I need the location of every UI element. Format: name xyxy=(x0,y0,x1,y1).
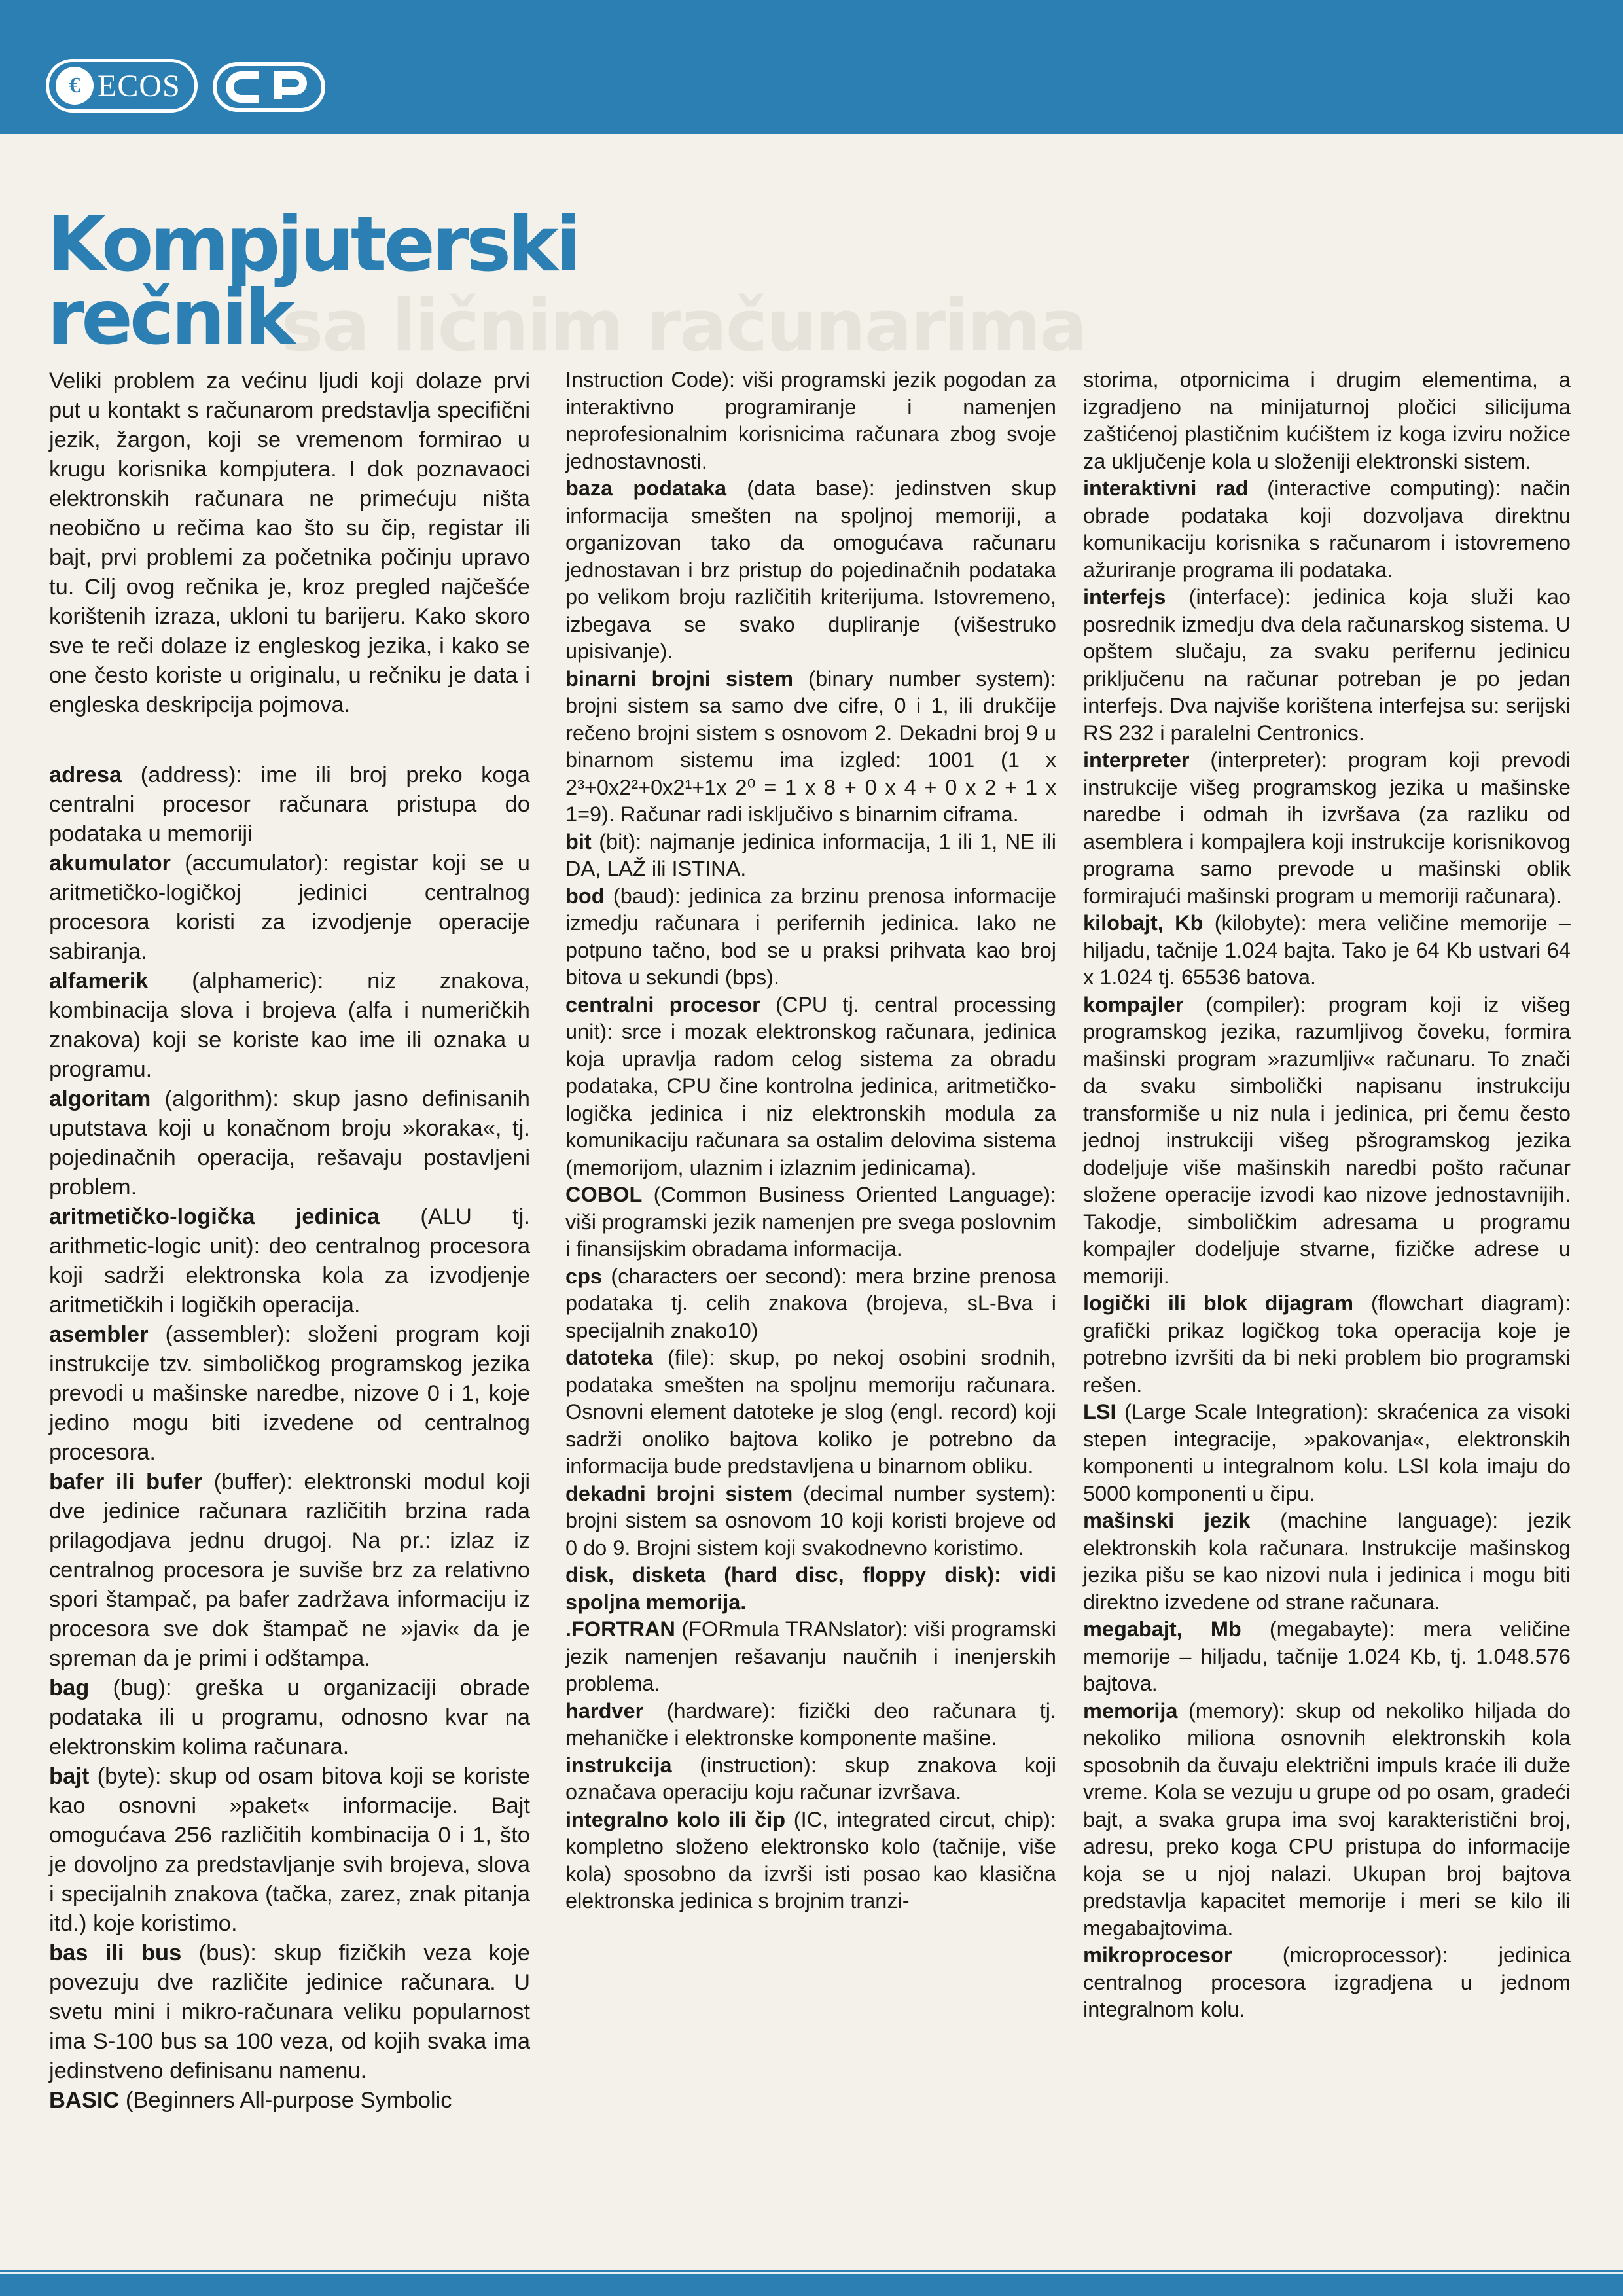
column-2 xyxy=(565,367,1056,1915)
glossary-term: aritmetičko-logička jedinica xyxy=(49,1204,380,1229)
ecos-logo-text: ECOS xyxy=(98,68,181,103)
glossary-definition: (accumulator): registar koji se u aritmetičko-logičkoj jedinici centralnog procesora koristi za izvodjenje operacije sabiranja. xyxy=(49,851,530,964)
glossary-definition: (alphameric): niz znakova, kombinacija slova i brojeva (alfa i numeričkih znakova) koji se koriste kao ime ili oznaka u programu. xyxy=(49,969,530,1082)
glossary-list-column-3 xyxy=(1083,367,1571,2024)
glossary-term: LSI xyxy=(1083,1400,1116,1424)
glossary-entry xyxy=(1083,1942,1571,2024)
glossary-entry xyxy=(1083,1290,1571,1399)
glossary-entry xyxy=(565,666,1056,829)
ecos-logo xyxy=(46,59,198,113)
glossary-term: logički ili blok dijagram xyxy=(1083,1291,1354,1315)
glossary-definition: (ALU tj. arithmetic-logic unit): deo centralnog procesora koji sadrži elektronska kola za izvodjenje aritmetičkih i logičkih operacija. xyxy=(49,1204,530,1318)
glossary-definition: (bit): najmanje jedinica informacija, 1 ili 1, NE ili DA, LAŽ ili ISTINA. xyxy=(565,829,1056,880)
glossary-entry xyxy=(49,1467,530,1674)
glossary-term: centralni procesor xyxy=(565,992,760,1016)
glossary-term: memorija xyxy=(1083,1698,1178,1723)
globe-icon: € xyxy=(56,67,94,105)
glossary-term: megabajt, Mb xyxy=(1083,1617,1241,1641)
glossary-entry xyxy=(1083,1399,1571,1507)
column-3 xyxy=(1083,367,1571,2024)
glossary-definition: (compiler): program koji iz višeg programskog jezika, razumljivog čoveku, formira mašinski program »razumljiv« računaru. To znači da svaku simbolički napisanu instrukciju transformiše u niz nula i jedinica, pri čemu često jednoj instrukciji višeg pšrogramskog jezika dodeljuje više mašinskih naredbi pošto računar složene operacije izvodi kao nizove jednostavnijih. Takodje, simboličkim adresama u programu kompajler dodeljuje stvarne, fizičke adrese u memoriji. xyxy=(1083,992,1571,1288)
glossary-definition: (binary number system): brojni sistem sa samo dve cifre, 0 i 1, ili drukčije rečeno brojni sistem s osnovom 2. Dekadni broj 9 u binarnom sistemu ima izgled: 1001 (1 x 2³+0x2²+0x2¹+1x 2⁰ = 1 x 8 + 0 x 4 + 0 x 2 + 1 x 1=9). Računar radi isključivo s binarnim ciframa. xyxy=(565,666,1057,826)
glossary-definition: (buffer): elektronski modul koji dve jedinice računara različitih brzina rada prilagodjava jednu drugoj. Na pr.: izlaz iz centralnog procesora je suviše brz za relativno spori štampač, pa bafer zadržava informaciju iz procesora sve dok štampač ne »javi« da je spreman da je primi i odštampa. xyxy=(49,1469,530,1671)
glossary-entry xyxy=(49,967,530,1085)
glossary-entry xyxy=(1083,584,1571,747)
glossary-entry xyxy=(49,849,530,967)
glossary-term: disk, disketa (hard disc, floppy disk): vidi spoljna memorija. xyxy=(565,1563,1056,1614)
glossary-term: interpreter xyxy=(1083,748,1190,772)
glossary-term: binarni brojni sistem xyxy=(565,666,794,691)
glossary-term: interaktivni rad xyxy=(1083,476,1249,500)
glossary-term: datoteka xyxy=(565,1346,653,1369)
glossary-definition: (FORmula TRANslator): viši programski jezik namenjen rešavanju naučnih i inenjerskih problema. xyxy=(565,1617,1056,1695)
glossary-definition: (Beginners All-purpose Symbolic xyxy=(119,2088,452,2113)
glossary-definition: (Large Scale Integration): skraćenica za visoki stepen integracije, »pakovanja«, elektronskih komponenti u integralnom kolu. LSI kola imaju do 5000 komponenti u čipu. xyxy=(1083,1400,1571,1505)
glossary-entry xyxy=(565,367,1056,475)
header-band xyxy=(0,0,1623,134)
background-watermark-text: sa ličnim računarima xyxy=(281,285,1086,367)
glossary-term: algoritam xyxy=(49,1086,151,1111)
glossary-term: adresa xyxy=(49,762,122,787)
glossary-definition: (data base): jedinstven skup informacija smešten na spoljnoj memoriji, a organizovan tako da omogućava računaru jednostavan i brz pristup do pojedinačnih podataka po velikom broju različitih kriterijuma. Istovremeno, izbegava se svako dupliranje (višestruko upisivanje). xyxy=(565,476,1056,663)
glossary-term: interfejs xyxy=(1083,585,1166,609)
glossary-entry xyxy=(1083,367,1571,475)
glossary-term: bit xyxy=(565,829,592,853)
glossary-term: baza podataka xyxy=(565,476,727,500)
glossary-term: asembler xyxy=(49,1322,149,1347)
glossary-definition: (megabayte): mera veličine memorije – hiljadu, tačnije 1.024 Kb, tj. 1.048.576 bajtova. xyxy=(1083,1617,1571,1695)
glossary-definition: (interface): jedinica koja služi kao posrednik izmedju dva dela računarskog sistema. U opštem slučaju, za svaku perifernu jedinicu priključenu na računar potreban je po jedan interfejs. Dva najviše korištena interfejsa su: serijski RS 232 i paralelni Centronics. xyxy=(1083,585,1571,745)
glossary-entry xyxy=(565,1616,1056,1698)
glossary-term: akumulator xyxy=(49,851,171,876)
glossary-definition: (algorithm): skup jasno definisanih uputstava koji u konačnom broju »koraka«, tj. pojedinačnih operacija, rešavaju postavljeni problem. xyxy=(49,1086,530,1200)
glossary-term: hardver xyxy=(565,1698,644,1723)
cp-monogram-icon xyxy=(213,62,325,112)
column-1 xyxy=(49,367,530,2115)
glossary-term: BASIC xyxy=(49,2088,120,2113)
glossary-definition: Instruction Code): viši programski jezik pogodan za interaktivno programiranje i namenjen neprofesionalnim korisnicima računara zbog svoje jednostavnosti. xyxy=(565,368,1056,473)
glossary-term: kilobajt, Kb xyxy=(1083,911,1204,935)
glossary-entry xyxy=(565,1181,1056,1263)
glossary-term: bafer ili bufer xyxy=(49,1469,203,1494)
glossary-definition: (Common Business Oriented Language): viši programski jezik namenjen pre svega poslovnim i finansijskim obradama informacija. xyxy=(565,1183,1056,1261)
glossary-entry xyxy=(565,1562,1056,1616)
footer-divider xyxy=(0,2272,1623,2274)
glossary-entry xyxy=(1083,910,1571,992)
glossary-entry xyxy=(49,761,530,849)
glossary-entry xyxy=(49,1674,530,1762)
glossary-term: bod xyxy=(565,884,605,908)
glossary-entry xyxy=(1083,1698,1571,1943)
glossary-entry xyxy=(565,992,1056,1182)
glossary-definition: (bug): greška u organizaciji obrade podataka ili u programu, odnosno kvar na elektronskim kolima računara. xyxy=(49,1676,530,1759)
glossary-entry xyxy=(1083,1616,1571,1698)
glossary-entry xyxy=(49,2086,530,2115)
glossary-entry xyxy=(565,883,1056,992)
glossary-entry xyxy=(1083,992,1571,1291)
glossary-term: mašinski jezik xyxy=(1083,1509,1251,1532)
glossary-entry xyxy=(565,475,1056,666)
glossary-entry xyxy=(565,1344,1056,1480)
glossary-entry xyxy=(565,1480,1056,1562)
glossary-entry xyxy=(565,1698,1056,1752)
glossary-definition: (memory): skup od nekoliko hiljada do nekoliko miliona osnovnih elektronskih kola sposobnih da čuvaju električni impuls kraće ili duže vreme. Kola se vezuju u grupe od po osam, gradeći bajt, a svaka grupa ima svoj karakteristični broj, adresu, preko koga CPU pristupa do informacije koja se u njoj nalazi. Ukupan broj bajtova predstavlja kapacitet memorije i meri se kilo ili megabajtovima. xyxy=(1083,1698,1571,1940)
glossary-list-column-2 xyxy=(565,367,1056,1915)
glossary-term: bajt xyxy=(49,1764,90,1789)
glossary-term: integralno kolo ili čip xyxy=(565,1807,786,1831)
glossary-entry xyxy=(49,1320,530,1467)
glossary-entry xyxy=(1083,747,1571,910)
glossary-term: .FORTRAN xyxy=(565,1617,675,1641)
glossary-entry xyxy=(49,1939,530,2086)
glossary-entry xyxy=(1083,1507,1571,1616)
glossary-definition: (address): ime ili broj preko koga centralni procesor računara pristupa do podataka u memoriji xyxy=(49,762,530,846)
glossary-definition: (IC, integrated circut, chip): kompletno složeno elektronsko kolo (tačnije, više kola) sposobno da izvrši isti posao kao klasična elektronska jedinica s brojnim tranzi- xyxy=(565,1807,1056,1912)
title-line-1: Kompjuterski xyxy=(47,200,579,289)
glossary-definition: storima, otpornicima i drugim elementima, a izgradjeno na minijaturnoj pločici silicijuma zaštićenoj plastičnim kućištem iz koga izviru nožice za uključenje kola u složeniji elektronski sistem. xyxy=(1083,368,1571,473)
glossary-definition: (hardware): fizički deo računara tj. mehaničke i elektronske komponente mašine. xyxy=(565,1698,1056,1749)
glossary-entry xyxy=(49,1202,530,1320)
glossary-definition: (assembler): složeni program koji instrukcije tzv. simboličkog programskog jezika prevodi u mašinske naredbe, nizove 0 i 1, koje jedino mogu biti izvedene od centralnog procesora. xyxy=(49,1322,530,1465)
glossary-term: bag xyxy=(49,1676,90,1700)
page-title xyxy=(47,200,579,362)
glossary-definition: (kilobyte): mera veličine memorije – hiljadu, tačnije 1.024 bajta. Tako je 64 Kb ustvari 64 x 1.024 tj. 65536 batova. xyxy=(1083,911,1571,989)
glossary-definition: (interactive computing): način obrade podataka koji dozvoljava direktnu komunikaciju korisnika s računarom i istovremeno ažuriranje programa ili podataka. xyxy=(1083,476,1571,582)
glossary-term: alfamerik xyxy=(49,969,149,994)
glossary-entry xyxy=(565,1263,1056,1345)
glossary-definition: (microprocessor): jedinica centralnog procesora izgradjena u jednom integralnom kolu. xyxy=(1083,1943,1571,2021)
intro-paragraph: Veliki problem za većinu ljudi koji dolaze prvi put u kontakt s računarom predstavlja specifični jezik, žargon, koji se vremenom formirao u krugu korisnika kompjutera. I dok poznavaoci elektronskih računara ne primećuju ništa neobično u rečima kao što su čip, registar ili bajt, prvi problemi za početnika počinju upravo tu. Cilj ovog rečnika je, kroz pregled najčešće korištenih izraza, ukloni tu barijeru. Kako skoro sve te reči dolaze iz engleskog jezika, i kako se one često koriste u originalu, u rečniku je data i engleska deskripcija pojmova. xyxy=(49,368,530,717)
glossary-definition: (flowchart diagram): grafički prikaz logičkog toka operacija koje je potrebno izvršiti da bi neki problem bio programski rešen. xyxy=(1083,1291,1571,1397)
glossary-entry xyxy=(565,829,1056,883)
glossary-definition: (byte): skup od osam bitova koji se koriste kao osnovni »paket« informacije. Bajt omogućava 256 različitih kombinacija 0 i 1, što je dovoljno za predstavljanje svih brojeva, slova i specijalnih znakova (tačka, zarez, znak pitanja itd.) koje koristimo. xyxy=(49,1764,530,1936)
glossary-definition: (bus): skup fizičkih veza koje povezuju dve različite jedinice računara. U svetu mini i mikro-računara veliku popularnost ima S-100 bus sa 100 veza, od kojih svaka ima jedinstveno definisanu namenu. xyxy=(49,1941,530,2083)
title-line-2: rečnik xyxy=(47,274,293,362)
glossary-definition: (machine language): jezik elektronskih kola računara. Instrukcije mašinskog jezika pišu se kao nizovi nula i jedinica i mogu biti direktno izvedene od strane računara. xyxy=(1083,1509,1571,1614)
glossary-term: bas ili bus xyxy=(49,1941,182,1965)
glossary-term: mikroprocesor xyxy=(1083,1943,1232,1967)
glossary-definition: (characters oer second): mera brzine prenosa podataka tj. celih znakova (brojeva, sL-Bva i specijalnih znako10) xyxy=(565,1264,1056,1342)
glossary-entry xyxy=(1083,475,1571,584)
glossary-term: kompajler xyxy=(1083,992,1184,1016)
glossary-definition: (CPU tj. central processing unit): srce i mozak elektronskog računara, jedinica koja upravlja radom celog sistema za obradu podataka, CPU čine kontrolna jedinica, aritmetičko-logička jedinica i niz elektronskih modula za komunikaciju računara sa ostalim delovima sistema (memorijom, ulaznim i izlaznim jedinicama). xyxy=(565,992,1056,1179)
glossary-definition: (baud): jedinica za brzinu prenosa informacije izmedju računara i perifernih jedinica. Iako ne potpuno tačno, bod se u praksi prihvata kao broj bitova u sekundi (bps). xyxy=(565,884,1056,989)
glossary-definition: (instruction): skup znakova koji označava operaciju koju računar izvršava. xyxy=(565,1753,1056,1804)
glossary-term: COBOL xyxy=(565,1183,643,1206)
glossary-term: instrukcija xyxy=(565,1753,672,1777)
glossary-term: cps xyxy=(565,1264,603,1288)
glossary-definition: (decimal number system): brojni sistem sa osnovom 10 koji koristi brojeve od 0 do 9. Brojni sistem koji svakodnevno koristimo. xyxy=(565,1481,1057,1560)
glossary-definition: (interpreter): program koji prevodi instrukcije višeg programskog jezika u mašinske naredbe i odmah ih izvršava (za razliku od asemblera i kompajlera koji instrukcije korisnikovog programa samo prevode u mašinski oblik formirajući mašinski program u memoriji računara). xyxy=(1083,748,1571,908)
glossary-entry xyxy=(565,1806,1056,1915)
glossary-term: dekadni brojni sistem xyxy=(565,1481,793,1505)
glossary-entry xyxy=(49,1762,530,1939)
glossary-entry xyxy=(49,1085,530,1202)
glossary-definition: (file): skup, po nekoj osobini srodnih, podataka smešten na spoljnu memoriju računara. Osnovni element datoteke je slog (engl. record) koji sadrži onoliko bajtova koliko je potrebno da informacija bude predstavljena u binarnom obliku. xyxy=(565,1346,1056,1478)
glossary-list-column-1 xyxy=(49,761,530,2115)
glossary-entry xyxy=(565,1752,1056,1806)
